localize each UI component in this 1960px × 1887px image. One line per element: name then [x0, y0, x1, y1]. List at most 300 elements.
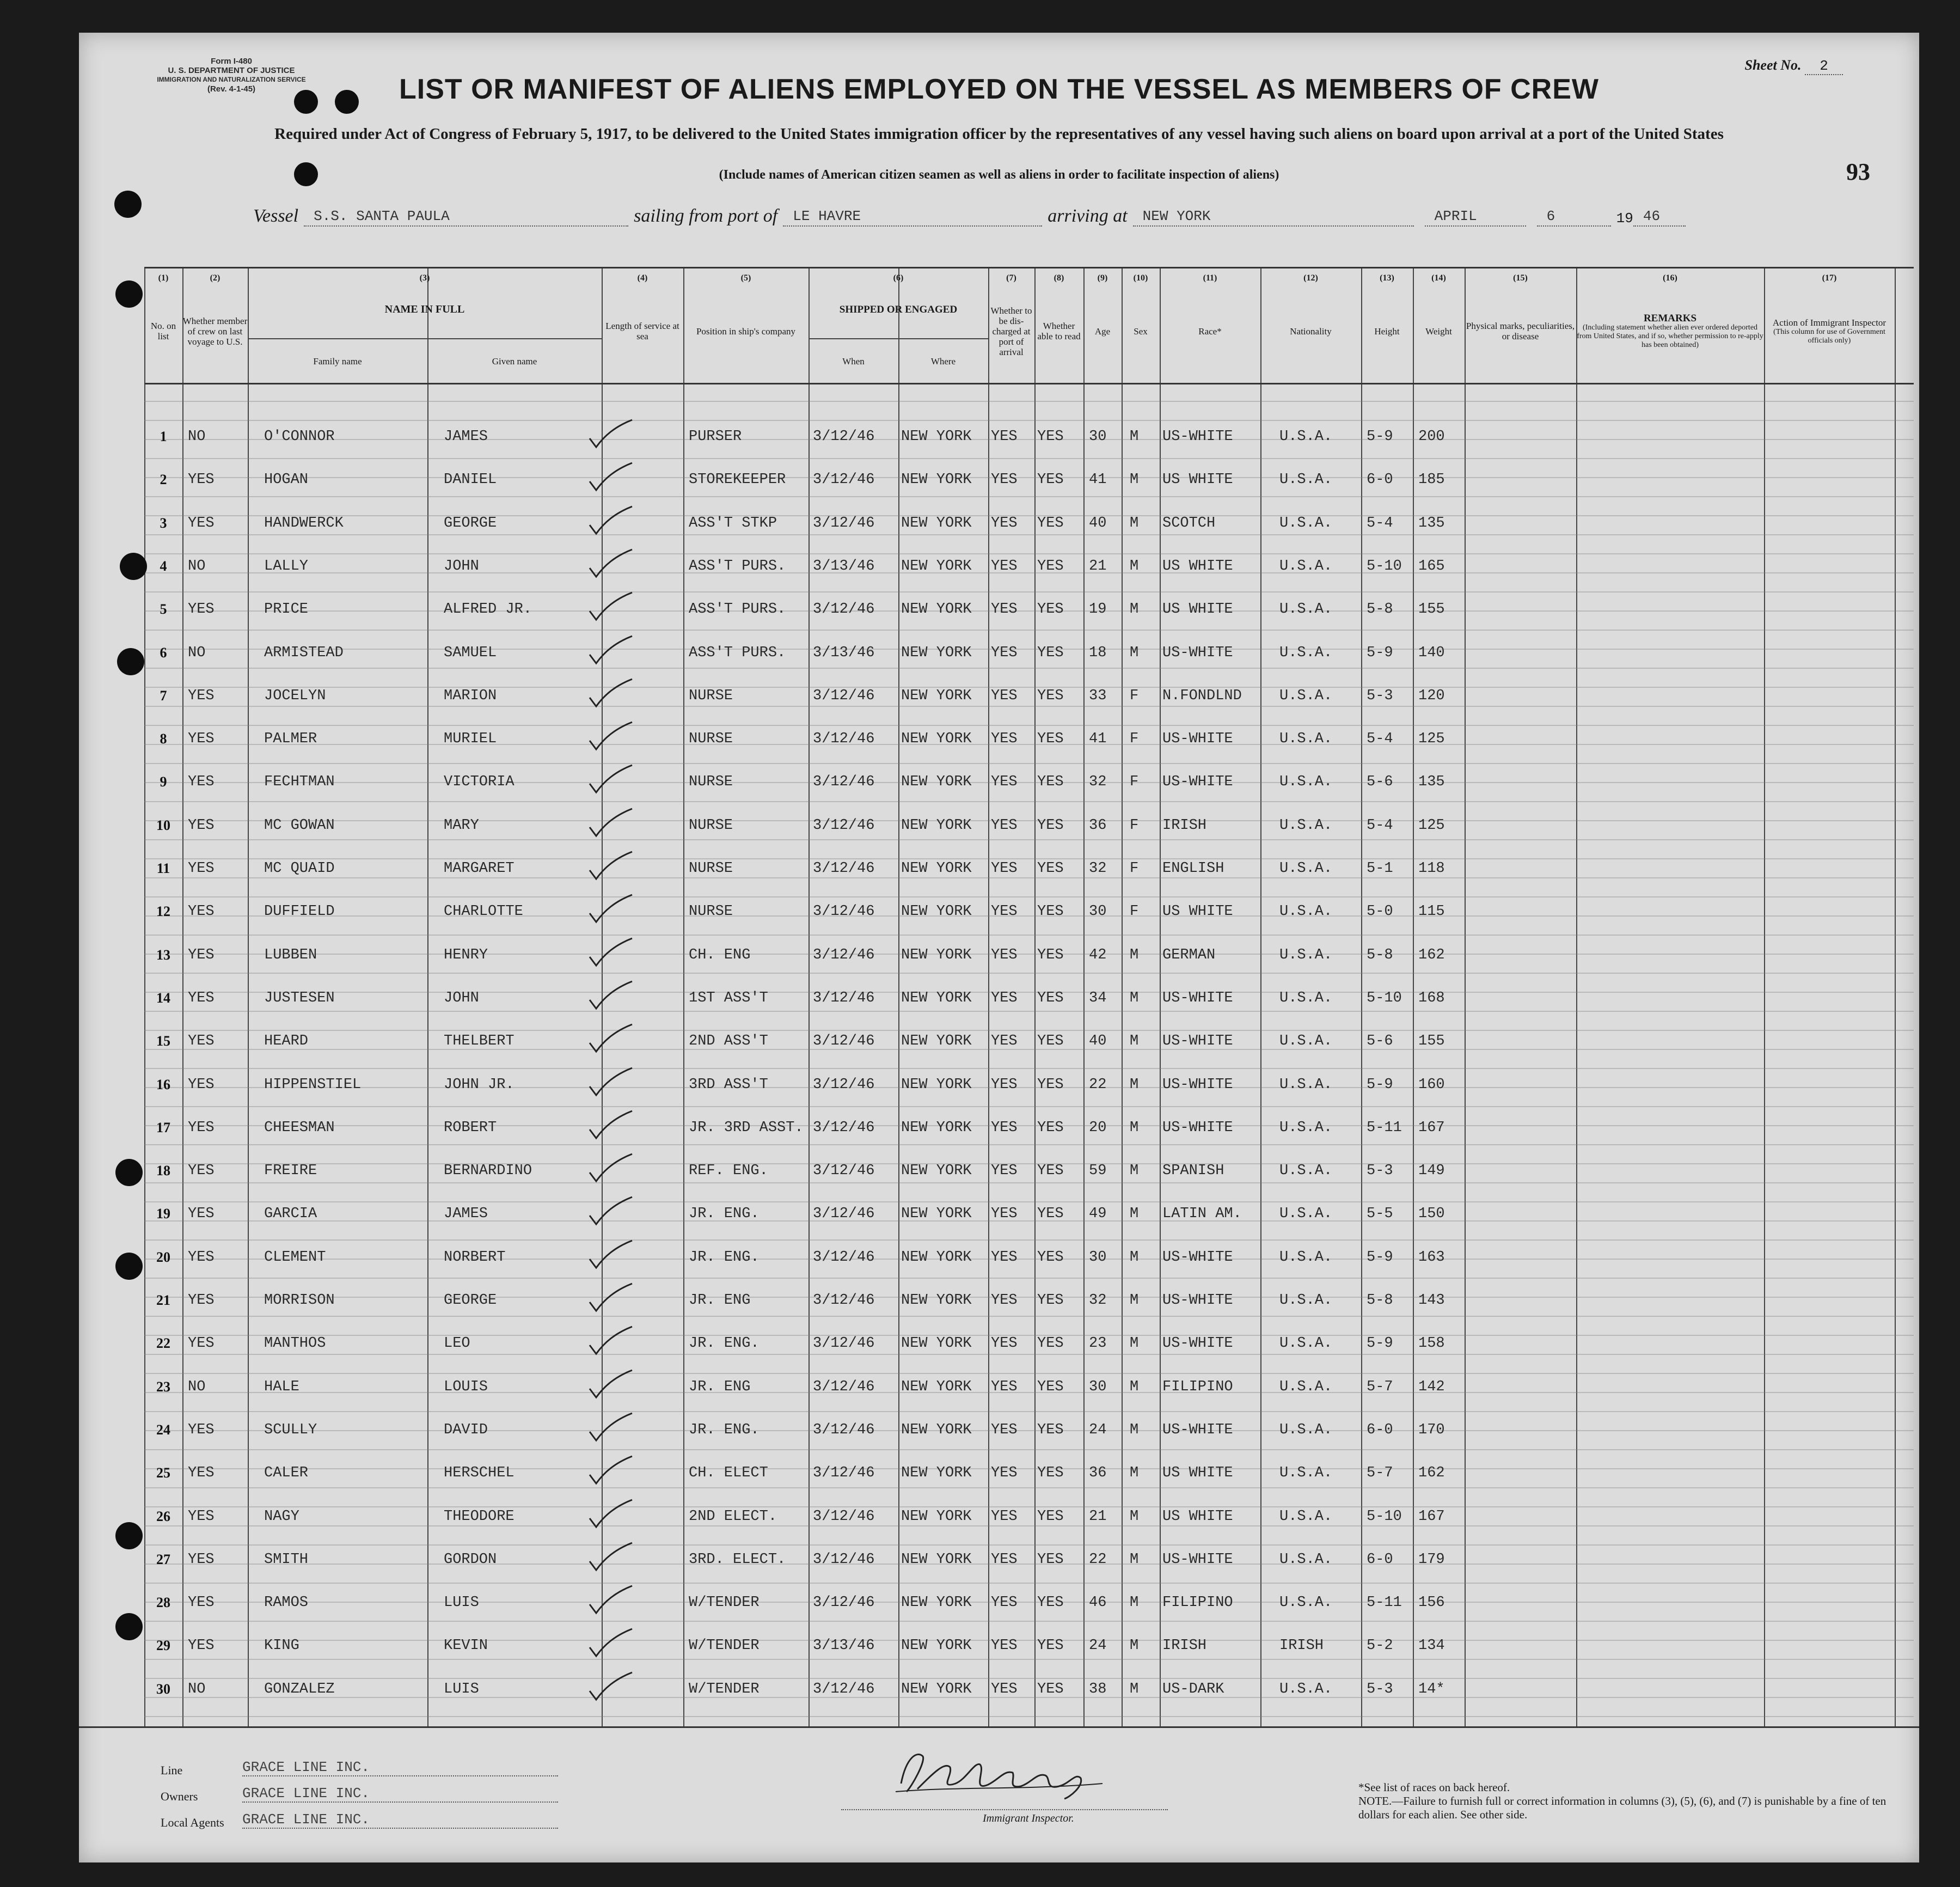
cell-no: 19	[156, 1206, 170, 1222]
cell-disch: YES	[991, 601, 1018, 618]
cell-no: 22	[156, 1335, 170, 1352]
check-mark-icon	[585, 503, 634, 536]
cell-height: 5-8	[1367, 601, 1393, 618]
cell-family: GARCIA	[264, 1206, 317, 1223]
col-where-label: Where	[930, 356, 956, 367]
cell-position: CH. ENG	[689, 946, 751, 963]
cell-where: NEW YORK	[901, 1378, 972, 1395]
punch-hole	[294, 90, 318, 114]
cell-last: YES	[188, 1465, 215, 1482]
cell-nat: U.S.A.	[1279, 601, 1333, 618]
check-mark-icon	[585, 417, 634, 449]
cell-position: JR. ENG.	[689, 1249, 759, 1266]
cell-race: US-DARK	[1162, 1681, 1224, 1697]
agents-label: Local Agents	[161, 1816, 224, 1829]
cell-given: SAMUEL	[444, 644, 497, 661]
cell-given: GEORGE	[444, 515, 497, 532]
cell-read: YES	[1037, 472, 1064, 488]
cell-sex: M	[1130, 1292, 1139, 1309]
cell-given: GEORGE	[444, 1292, 497, 1309]
cell-weight: 155	[1418, 1033, 1445, 1050]
col-discharged-label: Whether to be dis-charged at port of arrival	[990, 305, 1032, 357]
cell-disch: YES	[991, 687, 1018, 704]
cell-given: CHARLOTTE	[444, 903, 523, 920]
cell-race: IRISH	[1162, 1638, 1207, 1654]
cell-weight: 162	[1418, 946, 1445, 963]
cell-weight: 125	[1418, 817, 1445, 834]
cell-family: NAGY	[264, 1508, 299, 1525]
cell-last: YES	[188, 1335, 215, 1352]
cell-disch: YES	[991, 472, 1018, 488]
cell-read: YES	[1037, 1033, 1064, 1050]
cell-last: YES	[188, 817, 215, 834]
col-last-voyage-header	[182, 285, 248, 377]
cell-family: HANDWERCK	[264, 515, 344, 532]
col-name-header	[248, 285, 602, 334]
cell-age: 49	[1089, 1206, 1107, 1223]
line-value: GRACE LINE INC.	[242, 1759, 558, 1776]
cell-weight: 158	[1418, 1335, 1445, 1352]
cell-when: 3/12/46	[813, 1465, 875, 1482]
cell-sex: M	[1130, 1421, 1139, 1438]
cell-nat: U.S.A.	[1279, 1595, 1333, 1611]
cell-nat: U.S.A.	[1279, 558, 1333, 575]
cell-nat: U.S.A.	[1279, 817, 1333, 834]
cell-age: 59	[1089, 1163, 1107, 1180]
check-mark-icon	[585, 935, 634, 968]
penalty-note: NOTE.—Failure to furnish full or correct information in columns (3), (5), (6), and (7) is punishable by a fine of ten dollars for each alien. See other side.	[1358, 1794, 1886, 1821]
cell-family: CLEMENT	[264, 1249, 326, 1266]
cell-read: YES	[1037, 1249, 1064, 1266]
table-header	[144, 268, 1914, 384]
cell-sex: F	[1130, 774, 1139, 791]
col-given-label: Given name	[492, 356, 537, 367]
cell-given: JOHN	[444, 558, 479, 575]
cell-disch: YES	[991, 1163, 1018, 1180]
cell-no: 3	[160, 515, 167, 531]
cell-disch: YES	[991, 558, 1018, 575]
cell-last: YES	[188, 1508, 215, 1525]
cell-nat: U.S.A.	[1279, 687, 1333, 704]
col-no-header	[144, 285, 182, 377]
cell-age: 19	[1089, 601, 1107, 618]
cell-nat: U.S.A.	[1279, 1681, 1333, 1697]
cell-last: YES	[188, 1119, 215, 1136]
cell-weight: 167	[1418, 1508, 1445, 1525]
cell-race: SPANISH	[1162, 1163, 1224, 1180]
cell-when: 3/12/46	[813, 1551, 875, 1568]
cell-age: 40	[1089, 515, 1107, 532]
cell-given: LEO	[444, 1335, 470, 1352]
check-mark-icon	[585, 1626, 634, 1658]
check-mark-icon	[585, 1410, 634, 1443]
cell-when: 3/12/46	[813, 1421, 875, 1438]
cell-no: 1	[160, 429, 167, 444]
cell-where: NEW YORK	[901, 1508, 972, 1525]
cell-family: CALER	[264, 1465, 309, 1482]
cell-weight: 162	[1418, 1465, 1445, 1482]
cell-race: IRISH	[1162, 817, 1207, 834]
cell-nat: U.S.A.	[1279, 990, 1333, 1006]
col-action-label: Action of Immigrant Inspector	[1772, 317, 1886, 328]
cell-race: US-WHITE	[1162, 1076, 1233, 1093]
cell-sex: M	[1130, 601, 1139, 618]
crew-table	[144, 267, 1914, 1728]
cell-weight: 140	[1418, 644, 1445, 661]
cell-age: 42	[1089, 946, 1107, 963]
punch-hole	[114, 191, 142, 218]
cell-sex: M	[1130, 644, 1139, 661]
cell-given: MARGARET	[444, 860, 514, 877]
check-mark-icon	[585, 1669, 634, 1702]
cell-weight: 200	[1418, 429, 1445, 445]
cell-when: 3/12/46	[813, 472, 875, 488]
vessel-label: Vessel	[253, 206, 299, 226]
cell-when: 3/12/46	[813, 1163, 875, 1180]
cell-position: W/TENDER	[689, 1681, 759, 1697]
cell-position: ASS'T PURS.	[689, 644, 786, 661]
cell-position: NURSE	[689, 731, 733, 748]
cell-height: 5-7	[1367, 1465, 1393, 1482]
cell-height: 5-10	[1367, 558, 1402, 575]
cell-race: FILIPINO	[1162, 1595, 1233, 1611]
cell-nat: U.S.A.	[1279, 1335, 1333, 1352]
cell-read: YES	[1037, 1681, 1064, 1697]
punch-hole	[115, 1613, 143, 1640]
cell-height: 5-11	[1367, 1119, 1402, 1136]
cell-sex: M	[1130, 1076, 1139, 1093]
table-row	[144, 1333, 1914, 1355]
cell-no: 18	[156, 1163, 170, 1179]
cell-where: NEW YORK	[901, 1076, 972, 1093]
cell-where: NEW YORK	[901, 515, 972, 532]
cell-sex: M	[1130, 1033, 1139, 1050]
cell-when: 3/12/46	[813, 817, 875, 834]
cell-last: YES	[188, 1421, 215, 1438]
cell-sex: M	[1130, 558, 1139, 575]
cell-age: 41	[1089, 472, 1107, 488]
cell-when: 3/12/46	[813, 1595, 875, 1611]
col-discharged-header	[988, 285, 1034, 377]
cell-disch: YES	[991, 1681, 1018, 1697]
cell-nat: U.S.A.	[1279, 1163, 1333, 1180]
punch-hole	[115, 1522, 143, 1549]
vessel-line	[253, 206, 1756, 227]
cell-read: YES	[1037, 644, 1064, 661]
check-mark-icon	[585, 546, 634, 579]
cell-last: YES	[188, 1033, 215, 1050]
cell-nat: U.S.A.	[1279, 644, 1333, 661]
cell-given: LOUIS	[444, 1378, 488, 1395]
cell-last: YES	[188, 1551, 215, 1568]
cell-disch: YES	[991, 774, 1018, 791]
service-name: IMMIGRATION AND NATURALIZATION SERVICE	[157, 76, 306, 83]
cell-where: NEW YORK	[901, 817, 972, 834]
cell-where: NEW YORK	[901, 687, 972, 704]
cell-weight: 185	[1418, 472, 1445, 488]
cell-nat: U.S.A.	[1279, 1033, 1333, 1050]
cell-nat: U.S.A.	[1279, 515, 1333, 532]
line-field	[161, 1759, 370, 1778]
cell-disch: YES	[991, 1206, 1018, 1223]
table-row	[144, 643, 1914, 664]
cell-where: NEW YORK	[901, 1249, 972, 1266]
col-where-header	[898, 345, 988, 377]
cell-when: 3/12/46	[813, 1206, 875, 1223]
table-row	[144, 556, 1914, 578]
check-mark-icon	[585, 1237, 634, 1270]
cell-given: LUIS	[444, 1595, 479, 1611]
cell-read: YES	[1037, 817, 1064, 834]
cell-disch: YES	[991, 1119, 1018, 1136]
cell-age: 30	[1089, 1249, 1107, 1266]
cell-last: NO	[188, 558, 206, 575]
cell-family: LUBBEN	[264, 946, 317, 963]
cell-read: YES	[1037, 1551, 1064, 1568]
cell-race: GERMAN	[1162, 946, 1216, 963]
table-row	[144, 599, 1914, 621]
table-row	[144, 1204, 1914, 1225]
owners-value: GRACE LINE INC.	[242, 1785, 558, 1803]
cell-position: 3RD ASS'T	[689, 1076, 768, 1093]
cell-age: 33	[1089, 687, 1107, 704]
cell-no: 6	[160, 644, 167, 661]
cell-family: MORRISON	[264, 1292, 335, 1309]
column-number: (8)	[1054, 273, 1064, 283]
cell-when: 3/12/46	[813, 1681, 875, 1697]
cell-family: MANTHOS	[264, 1335, 326, 1352]
col-action-detail: (This column for use of Government officials only)	[1773, 327, 1885, 345]
cell-family: CHEESMAN	[264, 1119, 335, 1136]
cell-given: JAMES	[444, 1206, 488, 1223]
cell-last: YES	[188, 601, 215, 618]
cell-race: SCOTCH	[1162, 515, 1216, 532]
table-row	[144, 858, 1914, 880]
cell-position: JR. ENG.	[689, 1335, 759, 1352]
cell-race: US WHITE	[1162, 903, 1233, 920]
cell-disch: YES	[991, 946, 1018, 963]
punch-hole	[335, 90, 359, 114]
table-row	[144, 1117, 1914, 1139]
cell-no: 4	[160, 558, 167, 574]
cell-weight: 149	[1418, 1163, 1445, 1180]
cell-nat: U.S.A.	[1279, 1076, 1333, 1093]
cell-position: REF. ENG.	[689, 1163, 768, 1180]
cell-no: 12	[156, 903, 170, 920]
cell-age: 38	[1089, 1681, 1107, 1697]
cell-no: 13	[156, 946, 170, 963]
cell-family: FREIRE	[264, 1163, 317, 1180]
cell-last: YES	[188, 1638, 215, 1654]
column-number: (3)	[419, 273, 430, 283]
cell-height: 5-0	[1367, 903, 1393, 920]
cell-weight: 115	[1418, 903, 1445, 920]
cell-when: 3/12/46	[813, 1335, 875, 1352]
cell-when: 3/12/46	[813, 1292, 875, 1309]
cell-height: 6-0	[1367, 1421, 1393, 1438]
cell-no: 25	[156, 1465, 170, 1481]
cell-last: YES	[188, 515, 215, 532]
cell-weight: 150	[1418, 1206, 1445, 1223]
cell-age: 41	[1089, 731, 1107, 748]
table-row	[144, 426, 1914, 448]
cell-height: 5-11	[1367, 1595, 1402, 1611]
cell-no: 23	[156, 1378, 170, 1395]
cell-race: N.FONDLND	[1162, 687, 1242, 704]
cell-position: JR. ENG	[689, 1292, 751, 1309]
cell-height: 6-0	[1367, 472, 1393, 488]
table-row	[144, 1290, 1914, 1312]
table-row	[144, 513, 1914, 535]
cell-position: 1ST ASS'T	[689, 990, 768, 1006]
cell-sex: M	[1130, 1551, 1139, 1568]
table-row	[144, 1247, 1914, 1269]
col-race-label: Race*	[1198, 326, 1222, 337]
cell-race: US-WHITE	[1162, 731, 1233, 748]
cell-position: W/TENDER	[689, 1595, 759, 1611]
col-remarks-header	[1576, 285, 1764, 377]
cell-height: 5-9	[1367, 1249, 1393, 1266]
cell-weight: 160	[1418, 1076, 1445, 1093]
cell-position: NURSE	[689, 687, 733, 704]
cell-race: US WHITE	[1162, 1508, 1233, 1525]
cell-nat: U.S.A.	[1279, 1465, 1333, 1482]
cell-given: GORDON	[444, 1551, 497, 1568]
cell-height: 5-4	[1367, 731, 1393, 748]
col-sex-header	[1122, 285, 1160, 377]
column-number: (7)	[1006, 273, 1016, 283]
cell-no: 20	[156, 1249, 170, 1265]
cell-last: NO	[188, 429, 206, 445]
cell-race: US-WHITE	[1162, 1033, 1233, 1050]
cell-sex: M	[1130, 1465, 1139, 1482]
arriving-label: arriving at	[1048, 206, 1128, 226]
cell-read: YES	[1037, 1465, 1064, 1482]
table-row	[144, 1506, 1914, 1528]
cell-given: DANIEL	[444, 472, 497, 488]
cell-read: YES	[1037, 601, 1064, 618]
cell-weight: 179	[1418, 1551, 1445, 1568]
col-age-label: Age	[1094, 326, 1111, 337]
cell-height: 5-9	[1367, 1335, 1393, 1352]
cell-sex: M	[1130, 1681, 1139, 1697]
col-nationality-label: Nationality	[1290, 326, 1332, 337]
col-read-header	[1034, 285, 1083, 377]
cell-when: 3/12/46	[813, 1076, 875, 1093]
cell-disch: YES	[991, 860, 1018, 877]
cell-given: THEODORE	[444, 1508, 514, 1525]
cell-family: PALMER	[264, 731, 317, 748]
cell-no: 21	[156, 1292, 170, 1308]
col-family-label: Family name	[313, 356, 362, 367]
cell-sex: M	[1130, 990, 1139, 1006]
vessel-name: S.S. SANTA PAULA	[304, 208, 628, 227]
punch-hole	[115, 280, 143, 308]
cell-given: BERNARDINO	[444, 1163, 532, 1180]
cell-no: 10	[156, 817, 170, 833]
cell-disch: YES	[991, 817, 1018, 834]
cell-last: YES	[188, 687, 215, 704]
table-row	[144, 1549, 1914, 1571]
cell-age: 30	[1089, 429, 1107, 445]
cell-height: 5-10	[1367, 990, 1402, 1006]
cell-height: 6-0	[1367, 1551, 1393, 1568]
cell-last: YES	[188, 1292, 215, 1309]
col-sex-label: Sex	[1134, 326, 1148, 337]
signature-line	[841, 1809, 1168, 1810]
cell-race: US-WHITE	[1162, 1249, 1233, 1266]
cell-where: NEW YORK	[901, 601, 972, 618]
col-height-header	[1361, 285, 1413, 377]
cell-family: GONZALEZ	[264, 1681, 335, 1697]
cell-weight: 170	[1418, 1421, 1445, 1438]
cell-given: JOHN JR.	[444, 1076, 514, 1093]
check-mark-icon	[585, 1540, 634, 1572]
col-physical-header	[1465, 285, 1576, 377]
column-number: (9)	[1097, 273, 1108, 283]
cell-position: W/TENDER	[689, 1638, 759, 1654]
owners-label: Owners	[161, 1790, 198, 1803]
cell-where: NEW YORK	[901, 860, 972, 877]
cell-height: 5-2	[1367, 1638, 1393, 1654]
agents-field	[161, 1811, 370, 1830]
punch-hole	[294, 162, 318, 186]
cell-disch: YES	[991, 1033, 1018, 1050]
cell-when: 3/12/46	[813, 946, 875, 963]
col-shipped-label: SHIPPED OR ENGAGED	[839, 303, 958, 315]
department-name: U. S. DEPARTMENT OF JUSTICE	[168, 66, 295, 75]
cell-given: MARY	[444, 817, 479, 834]
cell-given: ALFRED JR.	[444, 601, 532, 618]
check-mark-icon	[585, 1280, 634, 1313]
column-number: (6)	[893, 273, 904, 283]
cell-position: STOREKEEPER	[689, 472, 786, 488]
cell-read: YES	[1037, 1292, 1064, 1309]
table-row	[144, 1074, 1914, 1096]
cell-where: NEW YORK	[901, 1206, 972, 1223]
column-number: (2)	[210, 273, 220, 283]
cell-read: YES	[1037, 774, 1064, 791]
cell-last: YES	[188, 774, 215, 791]
cell-last: YES	[188, 1249, 215, 1266]
cell-weight: 163	[1418, 1249, 1445, 1266]
cell-position: PURSER	[689, 429, 742, 445]
cell-disch: YES	[991, 1249, 1018, 1266]
cell-read: YES	[1037, 1595, 1064, 1611]
cell-age: 22	[1089, 1551, 1107, 1568]
cell-where: NEW YORK	[901, 731, 972, 748]
port-to: NEW YORK	[1133, 208, 1414, 227]
cell-no: 16	[156, 1076, 170, 1092]
cell-read: YES	[1037, 429, 1064, 445]
cell-read: YES	[1037, 1335, 1064, 1352]
cell-nat: U.S.A.	[1279, 1421, 1333, 1438]
cell-height: 5-9	[1367, 429, 1393, 445]
cell-age: 32	[1089, 860, 1107, 877]
cell-when: 3/12/46	[813, 1119, 875, 1136]
cell-nat: U.S.A.	[1279, 1508, 1333, 1525]
table-row	[144, 1592, 1914, 1614]
cell-family: MC QUAID	[264, 860, 335, 877]
column-number: (5)	[740, 273, 751, 283]
cell-age: 30	[1089, 1378, 1107, 1395]
col-no-label: No. on list	[150, 321, 176, 341]
cell-where: NEW YORK	[901, 1163, 972, 1180]
column-number: (10)	[1133, 273, 1148, 283]
cell-given: HENRY	[444, 946, 488, 963]
punch-hole	[115, 1253, 143, 1280]
column-number: (1)	[158, 273, 169, 283]
